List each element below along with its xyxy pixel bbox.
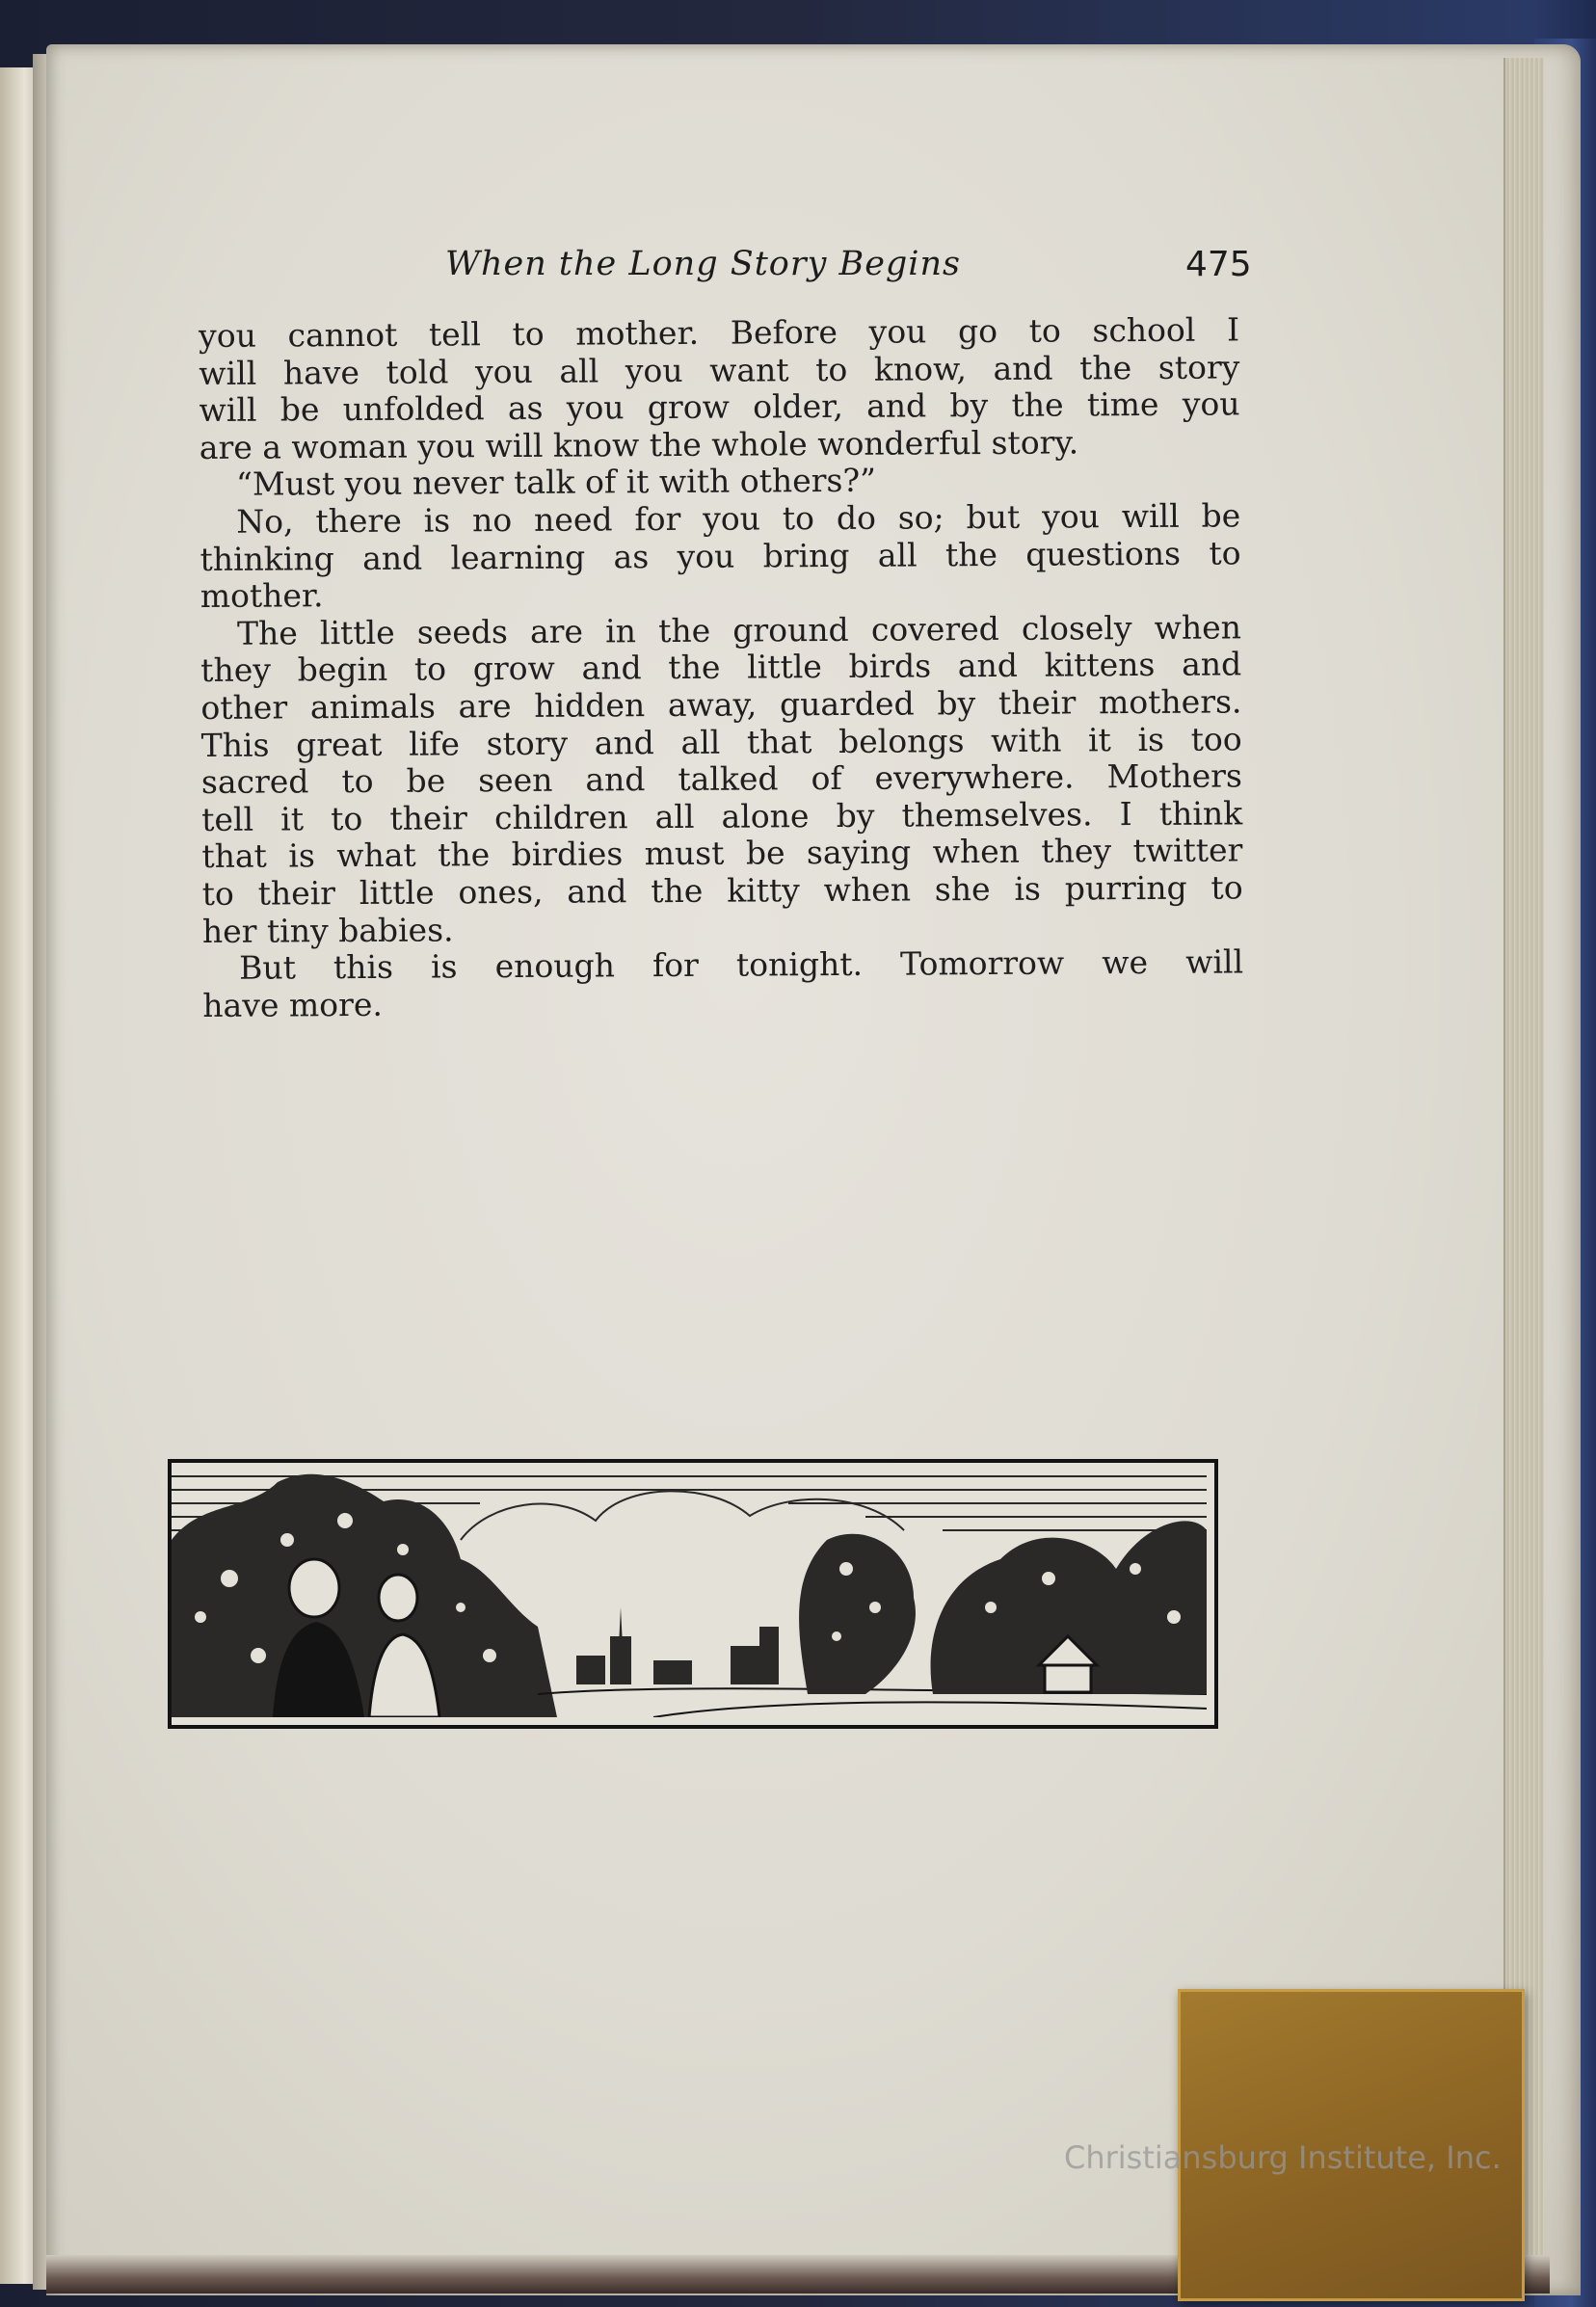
text-line: her tiny babies. [201, 910, 454, 950]
text-line: tell it to their children all alone by themselves. I think [201, 794, 1243, 838]
text-line: that is what the birdies must be saying when they twitter [201, 831, 1243, 876]
text-line: will be unfolded as you grow older, and by the time you [199, 384, 1240, 430]
text-line: But this is enough for tonight. Tomorrow we will [239, 942, 1244, 987]
facing-page-edge [0, 67, 37, 2284]
text-line: to their little ones, and the kitty when she is purring to [201, 868, 1243, 913]
text-line: you cannot tell to mother. Before you go to school I [198, 310, 1240, 355]
text-line: sacred to be seen and talked of everywhere. Mothers [200, 756, 1243, 802]
text-line: No, there is no need for you to do so; but you will be [236, 496, 1241, 541]
page-number: 475 [1185, 245, 1252, 284]
body-text [199, 311, 1243, 1024]
page-stack-edge [1503, 58, 1544, 2274]
text-line: they begin to grow and the little birds and kittens and [200, 645, 1242, 690]
text-line: are a woman you will know the whole wonderful story. [199, 423, 1079, 466]
text-line: The little seeds are in the ground covered closely when [236, 608, 1242, 652]
text-line: have more. [202, 985, 384, 1024]
text-line: will have told you all you want to know, and the story [199, 347, 1240, 392]
running-head-title: When the Long Story Begins [445, 245, 962, 283]
text-line: mother. [200, 576, 324, 616]
text-line: This great life story and all that belongs with it is too [200, 719, 1242, 764]
text-line: “Must you never talk of it with others?” [235, 462, 877, 504]
text-line: thinking and learning as you bring all the questions to [200, 533, 1241, 578]
watermark-text: Christiansburg Institute, Inc. [1064, 2139, 1502, 2176]
landscape-illustration [168, 1459, 1218, 1729]
text-line: other animals are hidden away, guarded by their mothers. [200, 682, 1242, 727]
